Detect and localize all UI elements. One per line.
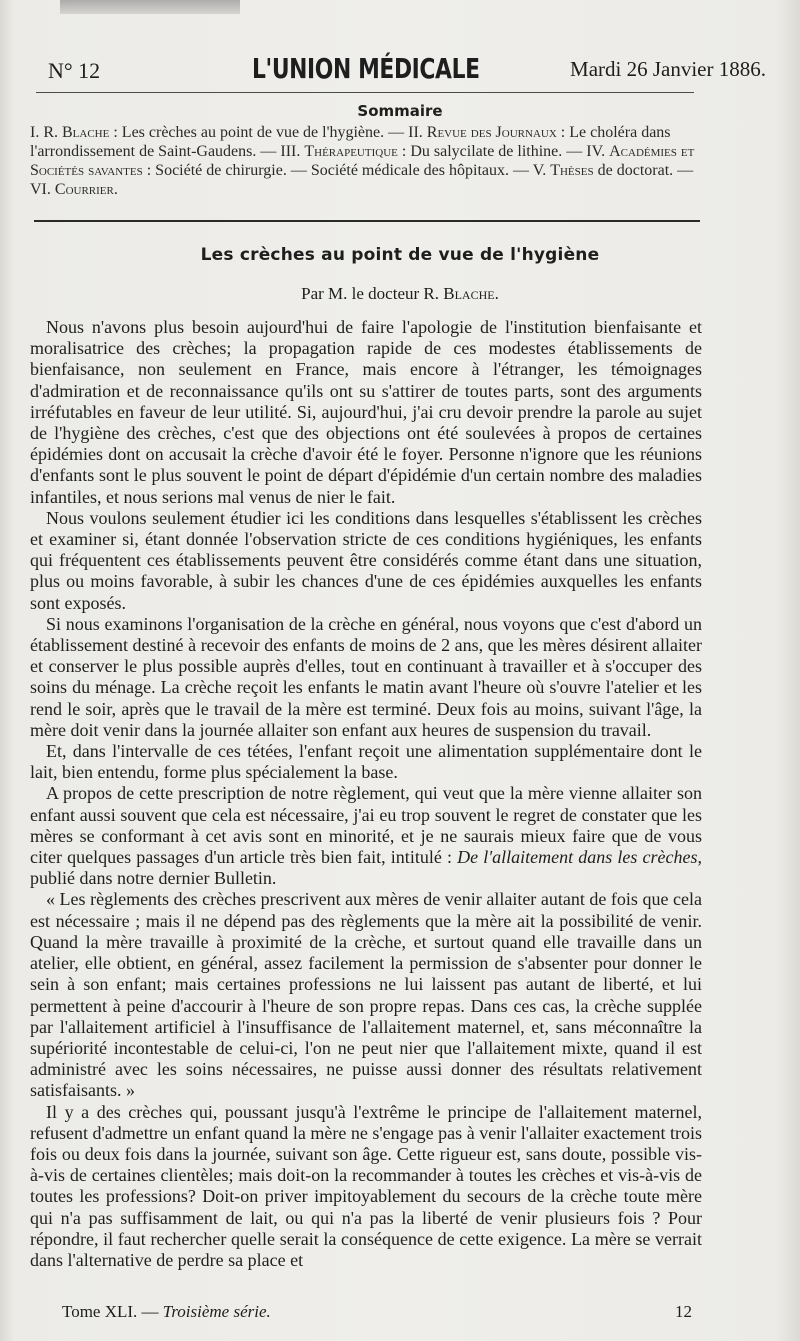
- entry-number: III.: [280, 143, 301, 160]
- section-rule: [34, 220, 700, 222]
- entry-text: : Le choléra dans l'arrondissement de Saint-Gaudens. —: [30, 124, 671, 160]
- page-footer: [62, 1302, 692, 1324]
- volume-label: Tome XLI. —: [62, 1302, 163, 1321]
- entry-text: : Les crèches au point de vue de l'hygiène. —: [109, 124, 409, 141]
- entry-heading: Académies et Sociétés savantes: [30, 143, 695, 179]
- byline-prefix: Par M. le docteur R.: [301, 284, 444, 303]
- entry-heading: Thérapeutique: [304, 143, 398, 160]
- sommaire-entry: [30, 181, 118, 198]
- entry-heading: Courrier: [54, 181, 114, 198]
- entry-heading: Revue des Journaux: [426, 124, 557, 141]
- paragraph: [30, 783, 702, 889]
- entry-heading: R. Blache: [43, 124, 110, 141]
- sommaire-paragraph: [30, 123, 706, 199]
- series-label: Troisième série.: [162, 1302, 271, 1321]
- cited-article-title: De l'allaitement dans les crèches: [457, 847, 698, 868]
- sommaire-list: [30, 123, 706, 199]
- entry-text: .: [113, 181, 118, 198]
- byline-suffix: .: [494, 284, 499, 303]
- paragraph-text: A propos de cette prescription de notre règlement, qui veut que la mère vienne allaiter son enfant aussi souvent que cela est nécessaire, j'ai eu trop souvent le regret de constater que les mères se conformant à cet avis sont en minorité, et je ne saurais mieux faire que de vous citer quelques passages d'un article très bien fait, intitulé :: [30, 783, 702, 868]
- entry-number: V.: [532, 162, 547, 179]
- paragraph: Nous n'avons plus besoin aujourd'hui de faire l'apologie de l'institution bienfaisante et moralisatrice des crèches; la propagation rapide de ces modestes établissements de bienfaisance, non seulement en France, mais encore à l'étranger, les témoignages d'admiration et de reconnaissance qu'ils ont su s'attirer de toutes parts, sont des arguments irréfutables en faveur de leur utilité. Si, aujourd'hui, j'ai cru devoir prendre la parole au sujet de l'hygiène des crèches, c'est que des objections ont été soulevées à propos de certaines épidémies dont on accusait la crèche d'avoir été le foyer. Personne n'ignore que les réunions d'enfants sont le plus souvent le point de départ d'épidémie d'un certain nombre des maladies infantiles, et nous serions mal venus de nier le fait.: [30, 317, 702, 507]
- issue-date: Mardi 26 Janvier 1886.: [570, 57, 766, 81]
- header-rule: [36, 92, 694, 93]
- entry-number: IV.: [586, 143, 606, 160]
- issue-number: N° 12: [48, 58, 101, 83]
- scan-edge-mark: [60, 0, 240, 14]
- article-title: Les crèches au point de vue de l'hygiène: [200, 245, 600, 265]
- entry-number: II.: [408, 124, 423, 141]
- sommaire-entry: [533, 162, 693, 179]
- sommaire-entry: [30, 124, 408, 141]
- entry-number: VI.: [30, 181, 51, 198]
- entry-heading: Thèses: [550, 162, 594, 179]
- paragraph: Nous voulons seulement étudier ici les conditions dans lesquelles s'établissent les crèches et examiner si, étant donnée l'observation stricte de ces conditions hygiéniques, les enfants qui fréquentent ces établissements peuvent être considérés comme étant dans une situation, plus ou moins favorable, à subir les chances d'une de ces épidémies auxquelles les enfants sont exposés.: [30, 507, 702, 613]
- quoted-paragraph: « Les règlements des crèches prescrivent aux mères de venir allaiter autant de fois que cela est nécessaire ; mais il ne dépend pas des règlements que la mère ait la possibilité de venir. Quand la mère travaille à proximité de la crèche, et surtout quand elle travaille dans un atelier, elle obtient, en général, assez facilement la permission de s'absenter pour donner le sein à son enfant; mais certaines professions ne lui laissent pas autant de liberté, et lui permettent à peine d'accourir à l'heure de son propre repas. Dans ces cas, la crèche supplée par l'allaitement artificiel à l'insuffisance de l'allaitement maternel, et, sans méconnaître la supériorité incontestable de celui-ci, l'on ne peut nier que l'allaitement mixte, quand il est administré avec les soins nécessaires, ne puisse aussi donner des résultats relativement satisfaisants. »: [30, 889, 702, 1101]
- byline-author: Blache: [443, 284, 495, 303]
- paragraph: Si nous examinons l'organisation de la crèche en général, nous voyons que c'est d'abord un établissement destiné à recevoir des enfants de moins de 2 ans, que les mères désirent allaiter et conserver le plus possible auprès d'elles, tout en continuant à travailler et à s'occuper des soins du ménage. La crèche reçoit les enfants le matin avant l'heure où s'ouvre l'atelier et les rend le soir, après que le travail de la mère est terminé. Deux fois au moins, suivant l'âge, la mère doit venir dans la journée allaiter son enfant aux heures de suspension du travail.: [30, 613, 702, 740]
- sommaire-entry: [280, 143, 586, 160]
- paragraph: Et, dans l'intervalle de ces tétées, l'enfant reçoit une alimentation supplémentaire dont le lait, bien entendu, forme plus spécialement la base.: [30, 741, 702, 783]
- entry-text: : Société de chirurgie. — Société médicale des hôpitaux. —: [142, 162, 533, 179]
- running-header: [42, 52, 770, 88]
- volume-info: [62, 1302, 271, 1322]
- entry-text: de doctorat. —: [593, 162, 694, 179]
- entry-number: I.: [30, 124, 40, 141]
- sommaire-title: Sommaire: [357, 102, 443, 120]
- paragraph: Il y a des crèches qui, poussant jusqu'à l'extrême le principe de l'allaitement maternel, refusent d'admettre un enfant quand la mère ne s'engage pas à venir l'allaiter exactement trois fois ou deux fois dans la journée, suivant son âge. Cette rigueur est, sans doute, possible vis-à-vis de certaines clientèles; mais doit-on la recommander à toutes les crèches et vis-à-vis de toutes les professions? Doit-on priver impitoyablement du secours de la crèche toute mère qui n'a pas suffisamment de lait, ou qui n'a pas la liberté de venir plusieurs fois ? Pour répondre, il faut rechercher quelle serait la conséquence de cette exigence. La mère se verrait dans l'alternative de perdre sa place et: [30, 1101, 702, 1270]
- page-number: 12: [675, 1302, 692, 1321]
- paragraph-text: , publié dans notre dernier Bulletin.: [30, 847, 702, 889]
- byline: [0, 284, 800, 304]
- journal-title: L'UNION MÉDICALE: [252, 52, 480, 85]
- entry-text: : Du salycilate de lithine. —: [397, 143, 587, 160]
- article-body: [30, 317, 702, 1271]
